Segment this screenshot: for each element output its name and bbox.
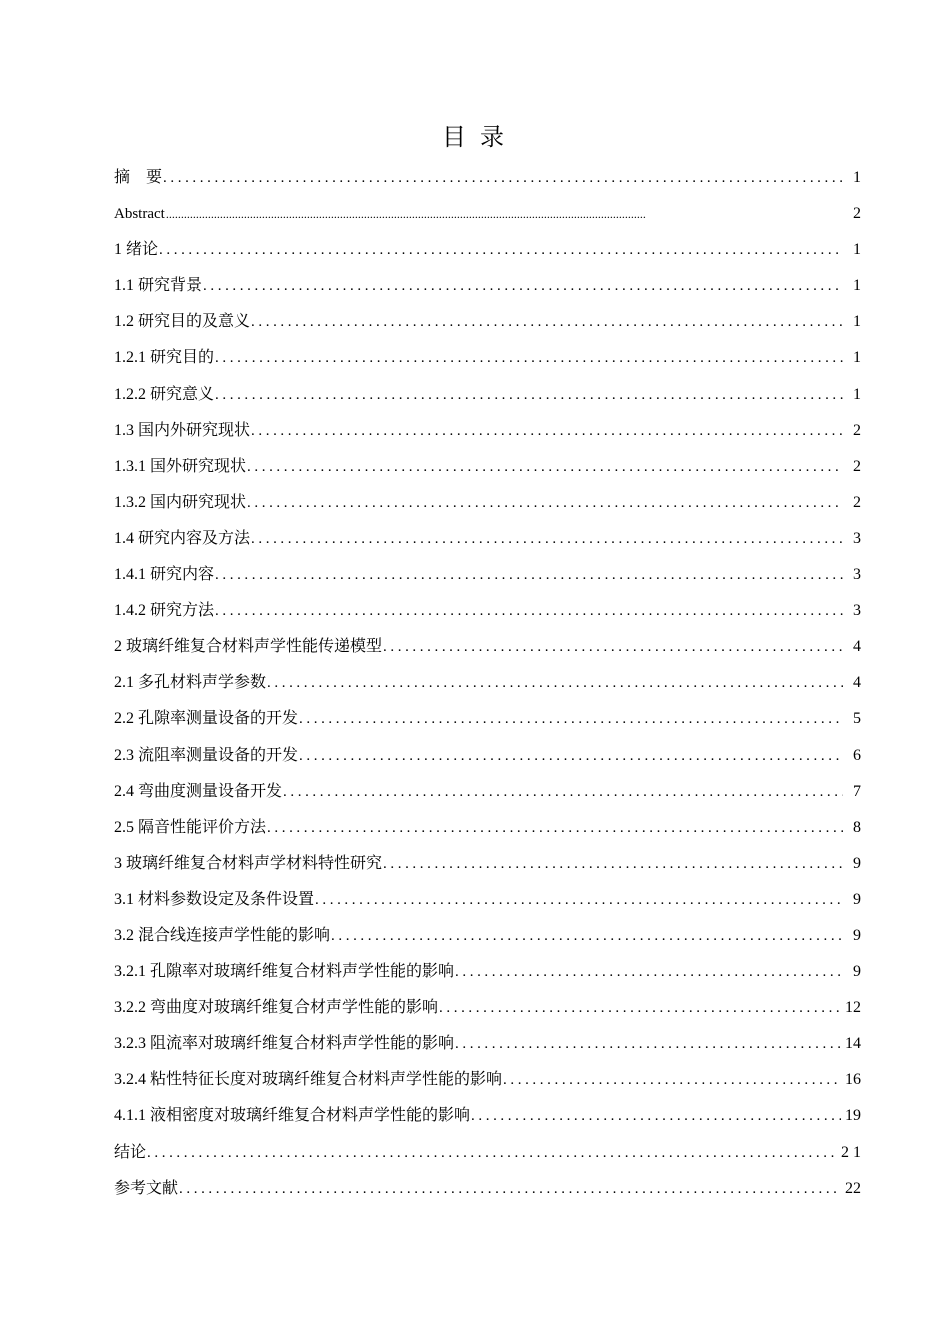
toc-dot-leader: [215, 340, 843, 376]
toc-entry[interactable]: [114, 810, 861, 846]
toc-entry-label: 1.4.2 研究方法: [114, 602, 215, 620]
toc-dot-leader: [383, 846, 843, 882]
toc-dot-leader: [471, 1098, 841, 1134]
toc-list: [114, 160, 861, 1207]
toc-entry-page-number: 22: [845, 1179, 861, 1197]
toc-entry-page-number: 2: [853, 457, 861, 475]
toc-dot-leader: [166, 196, 845, 232]
toc-entry-page-number: 1: [853, 349, 861, 367]
toc-entry-label: 4.1.1 液相密度对玻璃纤维复合材料声学性能的影响: [114, 1107, 471, 1125]
toc-dot-leader: [283, 774, 843, 810]
toc-dot-leader: [247, 449, 843, 485]
toc-dot-leader: [251, 304, 843, 340]
toc-entry-label: 3 玻璃纤维复合材料声学材料特性研究: [114, 854, 383, 872]
toc-entry-label: 1.4.1 研究内容: [114, 566, 215, 584]
toc-entry[interactable]: [114, 774, 861, 810]
toc-entry-page-number: 19: [845, 1107, 861, 1125]
toc-entry-label: 2.3 流阻率测量设备的开发: [114, 746, 299, 764]
toc-entry[interactable]: [114, 1171, 861, 1207]
toc-entry-label: 1.2.1 研究目的: [114, 349, 215, 367]
toc-entry-page-number: 2: [853, 205, 861, 223]
toc-entry[interactable]: [114, 268, 861, 304]
toc-entry-label: 2.2 孔隙率测量设备的开发: [114, 710, 299, 728]
toc-entry-page-number: 3: [853, 602, 861, 620]
toc-entry[interactable]: [114, 449, 861, 485]
toc-entry-page-number: 14: [845, 1035, 861, 1053]
toc-dot-leader: [383, 629, 843, 665]
toc-dot-leader: [147, 1135, 837, 1171]
toc-entry-label: 3.1 材料参数设定及条件设置: [114, 890, 315, 908]
toc-entry-page-number: 1: [853, 169, 861, 186]
toc-entry-page-number: 3: [853, 566, 861, 584]
toc-entry[interactable]: [114, 1135, 861, 1171]
toc-dot-leader: [315, 882, 843, 918]
toc-entry-label: 1.2.2 研究意义: [114, 385, 215, 403]
toc-dot-leader: [455, 954, 843, 990]
toc-entry-page-number: 4: [853, 638, 861, 656]
toc-entry-label: 1.3.1 国外研究现状: [114, 457, 247, 475]
toc-entry[interactable]: [114, 846, 861, 882]
toc-entry-page-number: 6: [853, 746, 861, 764]
toc-entry-label: 3.2.1 孔隙率对玻璃纤维复合材料声学性能的影响: [114, 963, 455, 981]
toc-dot-leader: [299, 738, 843, 774]
toc-entry-label: 3.2 混合线连接声学性能的影响: [114, 926, 331, 944]
toc-entry-label: 3.2.3 阻流率对玻璃纤维复合材料声学性能的影响: [114, 1035, 455, 1053]
toc-entry-label: 1.1 研究背景: [114, 277, 203, 295]
toc-entry-page-number: 4: [853, 674, 861, 692]
toc-entry-page-number: 1: [853, 241, 861, 259]
toc-entry[interactable]: [114, 232, 861, 268]
toc-dot-leader: [251, 521, 843, 557]
toc-entry[interactable]: [114, 377, 861, 413]
toc-entry-label: 结论: [114, 1143, 147, 1161]
toc-entry[interactable]: [114, 665, 861, 701]
toc-entry-page-number: 3: [853, 529, 861, 547]
toc-dot-leader: [215, 593, 843, 629]
toc-entry[interactable]: [114, 629, 861, 665]
toc-entry[interactable]: [114, 1098, 861, 1134]
toc-dot-leader: [299, 701, 843, 737]
toc-entry-page-number: 2: [853, 493, 861, 511]
toc-entry-label: 2.1 多孔材料声学参数: [114, 674, 267, 692]
toc-entry[interactable]: [114, 882, 861, 918]
toc-dot-leader: [503, 1062, 841, 1098]
toc-dot-leader: [331, 918, 843, 954]
toc-entry-label: 1.4 研究内容及方法: [114, 529, 251, 547]
toc-entry-page-number: 9: [853, 926, 861, 944]
toc-dot-leader: [247, 485, 843, 521]
toc-entry-page-number: 9: [853, 890, 861, 908]
toc-entry-page-number: 8: [853, 818, 861, 836]
toc-entry[interactable]: [114, 701, 861, 737]
toc-entry-label: 摘 要: [114, 169, 163, 186]
toc-title: 目 录: [442, 125, 508, 151]
toc-entry-page-number: 5: [853, 710, 861, 728]
toc-dot-leader: [267, 810, 843, 846]
toc-entry[interactable]: [114, 593, 861, 629]
toc-entry[interactable]: [114, 918, 861, 954]
toc-entry[interactable]: [114, 738, 861, 774]
toc-dot-leader: [455, 1026, 841, 1062]
toc-entry[interactable]: [114, 485, 861, 521]
toc-entry-page-number: 16: [845, 1071, 861, 1089]
toc-entry-label: 参考文献: [114, 1179, 179, 1197]
toc-entry-page-number: 12: [845, 999, 861, 1017]
toc-entry-label: 3.2.4 粘性特征长度对玻璃纤维复合材料声学性能的影响: [114, 1071, 503, 1089]
toc-dot-leader: [179, 1171, 841, 1207]
toc-entry[interactable]: [114, 1026, 861, 1062]
toc-entry-page-number: 9: [853, 963, 861, 981]
toc-dot-leader: [159, 232, 843, 268]
toc-entry-label: Abstract: [114, 206, 165, 223]
toc-entry[interactable]: [114, 160, 861, 196]
toc-dot-leader: [267, 665, 843, 701]
toc-entry-page-number: 2: [853, 421, 861, 439]
toc-entry[interactable]: [114, 304, 861, 340]
toc-dot-leader: [215, 557, 843, 593]
toc-entry[interactable]: [114, 196, 861, 232]
toc-dot-leader: [215, 377, 843, 413]
toc-entry-page-number: 9: [853, 854, 861, 872]
toc-entry[interactable]: [114, 340, 861, 376]
toc-entry-page-number: 7: [853, 782, 861, 800]
toc-entry[interactable]: [114, 557, 861, 593]
toc-entry-label: 1 绪论: [114, 241, 159, 259]
toc-entry[interactable]: [114, 990, 861, 1026]
toc-entry[interactable]: [114, 413, 861, 449]
toc-entry-label: 2.4 弯曲度测量设备开发: [114, 782, 283, 800]
toc-entry-label: 2.5 隔音性能评价方法: [114, 818, 267, 836]
toc-entry-page-number: 1: [853, 385, 861, 403]
toc-dot-leader: [163, 160, 843, 196]
toc-dot-leader: [203, 268, 843, 304]
toc-entry-label: 1.3.2 国内研究现状: [114, 493, 247, 511]
toc-dot-leader: [439, 990, 841, 1026]
toc-entry[interactable]: [114, 954, 861, 990]
toc-entry-page-number: 1: [853, 313, 861, 331]
toc-entry-label: 2 玻璃纤维复合材料声学性能传递模型: [114, 638, 383, 656]
toc-entry-label: 1.3 国内外研究现状: [114, 421, 251, 439]
toc-dot-leader: [251, 413, 843, 449]
toc-entry-page-number: 2 1: [841, 1143, 861, 1161]
toc-entry[interactable]: [114, 521, 861, 557]
toc-entry[interactable]: [114, 1062, 861, 1098]
toc-entry-label: 1.2 研究目的及意义: [114, 313, 251, 331]
toc-entry-label: 3.2.2 弯曲度对玻璃纤维复合材声学性能的影响: [114, 999, 439, 1017]
toc-entry-page-number: 1: [853, 277, 861, 295]
